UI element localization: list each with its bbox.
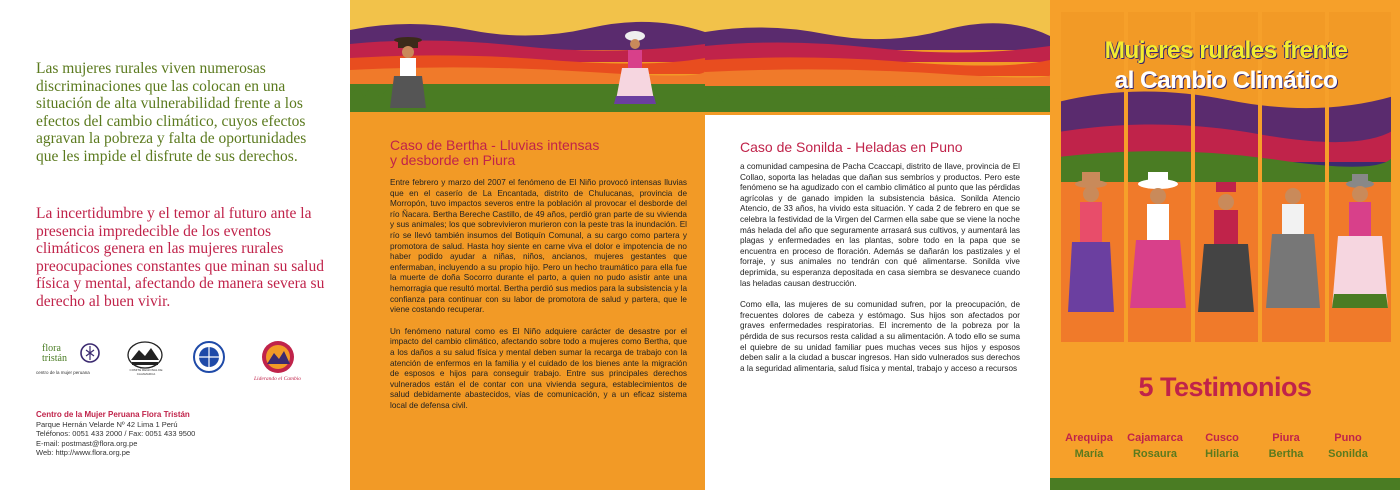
person-cusco: [1187, 430, 1257, 462]
sun-mountain-seal-icon: [258, 340, 298, 376]
circular-logo: [191, 340, 229, 381]
testimonios-heading: 5 Testimonios: [1138, 372, 1312, 402]
cajamarca-caption: COMITÉ REGIONAL DE CAJAMARCA: [129, 368, 163, 376]
bertha-title-line1: Caso de Bertha - Lluvias intensas: [390, 137, 600, 153]
contact-block: [36, 410, 336, 458]
cover-panel: [1050, 0, 1400, 490]
flora-logo-caption: centro de la mujer peruana: [36, 370, 90, 375]
person-name: María: [1074, 448, 1104, 460]
bertha-title: [390, 138, 690, 168]
intro-green-text: Las mujeres rurales viven numerosas discriminaciones que las colocan en una situación de alta vulnerabilidad frente a los efectos del cambio climático, cuyos efectos agravan la pobreza y falta de oportunidades que les impide el disfrute de sus derechos.: [36, 60, 307, 165]
bertha-body: [390, 178, 687, 422]
liderando-cambio-logo: [254, 340, 308, 382]
left-panel: [0, 0, 350, 490]
place-label: Piura: [1272, 432, 1300, 444]
place-label: Puno: [1334, 432, 1362, 444]
person-name: Rosaura: [1132, 448, 1178, 460]
globe-seal-icon: [191, 340, 227, 376]
cover-title-line1: Mujeres rurales frente: [1104, 37, 1348, 64]
logos-row: [36, 340, 336, 390]
person-piura: [1251, 430, 1321, 462]
place-label: Cajamarca: [1127, 432, 1183, 444]
cover-illustration: [1058, 12, 1394, 342]
contact-web[interactable]: Web: http://www.flora.org.pe: [36, 448, 131, 457]
contact-org: Centro de la Mujer Peruana Flora Tristán: [36, 410, 190, 419]
cover-title-line2: al Cambio Climático: [1114, 67, 1338, 94]
bertha-panel: [350, 0, 705, 490]
person-name: Hilaria: [1205, 448, 1239, 460]
intro-red-text: La incertidumbre y el temor al futuro ante la presencia impredecible de los eventos climáticos genera en las mujeres rurales preocupaciones constantes que minan su salud física y mental, afectando de manera severa su derecho al buen vivir.: [36, 205, 325, 310]
flora-logo-line1: flora: [42, 343, 61, 354]
cajamarca-logo: [126, 340, 166, 379]
person-puno: [1313, 430, 1383, 462]
landscape-banner-right: [705, 0, 1050, 115]
person-cajamarca: [1120, 430, 1190, 462]
bertha-paragraph-2: Un fenómeno natural como es El Niño adquiere carácter de desastre por el impacto del cambio climático, afectando sobre todo a mujeres como Bertha, que a los daños a su salud física y mental deben sumar la recarga de trabajo con la atención de enfermos en la familia y el cuidado de los bienes ante la migración de esposos e hijos para conseguir trabajo. Entre sus principales derechos vulnerados están el de contar con una vivienda segura, establecimientos de salud debidamente abastecidos, vías de comunicación, y a un eficaz sistema local de defensa civil.: [390, 326, 687, 410]
contact-phones: Teléfonos: 0051 433 2000 / Fax: 0051 433 9500: [36, 429, 196, 438]
sonilda-panel: [705, 0, 1050, 490]
person-name: Sonilda: [1328, 448, 1368, 460]
sonilda-body: [740, 162, 1020, 385]
sonilda-title: Caso de Sonilda - Heladas en Puno: [740, 139, 963, 155]
liderando-caption: Liderando el Cambio: [254, 376, 302, 382]
bertha-title-line2: y desborde en Piura: [390, 152, 516, 168]
sonilda-paragraph-2: Como ella, las mujeres de su comunidad sufren, por la preocupación, de frecuentes dolores de cabeza y estómago. Sus hijos son afectados por graves enfermedades respiratorias. El incremento de la pobreza por la pérdida de sus recursos resta calidad a su alimentación. A todo ello se suma el quiebre de su unidad familiar pues muchas veces sus hijos y esposos deben salir a la ciudad a buscar ingresos. Han sido vulnerados sus derechos a la seguridad alimentaria, salud física y mental, trabajo y acceso a recursos: [740, 300, 1020, 373]
bottom-green-bar: [1050, 478, 1400, 490]
contact-email[interactable]: E-mail: postmast@flora.org.pe: [36, 438, 138, 448]
sonilda-paragraph-1: a comunidad campesina de Pacha Ccaccapi, distrito de Ilave, provincia de El Collao, soporta las heladas que dañan sus sembríos y productos. Pero este fenómeno se ha agudizado con el cambio climático al punto que las pérdidas agrícolas y de ganado impiden la subsistencia básica. Sonilda Atencio Atencio, de 33 años, ha vivido esta situación. Y cada 2 de febrero en que se celebra la festividad de la Virgen del Carmen ella sabe que se viene la noche más helada del año que seguramente arrasará sus cultivos, y aumentará las plagas y enfermedades en las plantas, sobre todo en la papa que se encuentra en proceso de floración. Además se dañarán los pastizales y el forraje, y sus animales no tendrán con qué alimentarse. Sonilda vive deprimida, su esperanza depositada en casa siembra se desvanece cuando las heladas causan destrucción.: [740, 162, 1020, 288]
bertha-paragraph-1: Entre febrero y marzo del 2007 el fenómeno de El Niño provocó intensas lluvias que en el caserío de La Encantada, distrito de Chulucanas, provincia de Morropón, tuvo impactos severos entre la población al provocar el desborde del río Ñacara. Bertha Bereche Castillo, de 49 años, perdió gran parte de su vivienda y sus animales; los que sobrevivieron murieron con la peste tras la inundación. El río se llevó también insumos del Botiquín Comunal, a su cargo como partera y promotora de salud. Hasta hoy siente en carne viva el dolor e impotencia de no haber podido ayudar a niñas, niños, ancianos, mujeres gestantes que enfermaban, incluyendo a su propio hijo. Pero un hecho traumático para ella fue la muerte de doña Socorro durante el parto, a quien no pudo asistir ante una hemorragia que resultó mortal. Bertha perdió sus medios para la subsistencia y la confianza para continuar con su labor de promotora de salud y partera, que le viene costando recuperar.: [390, 178, 687, 315]
person-arequipa: [1054, 430, 1124, 462]
person-name: Bertha: [1268, 448, 1304, 460]
landscape-banner: [350, 0, 705, 115]
flora-symbol-icon: [80, 342, 100, 366]
place-label: Arequipa: [1065, 432, 1113, 444]
flora-logo-line2: tristán: [42, 353, 67, 364]
contact-address: Parque Hernán Velarde Nº 42 Lima 1 Perú: [36, 419, 178, 429]
place-label: Cusco: [1205, 432, 1239, 444]
